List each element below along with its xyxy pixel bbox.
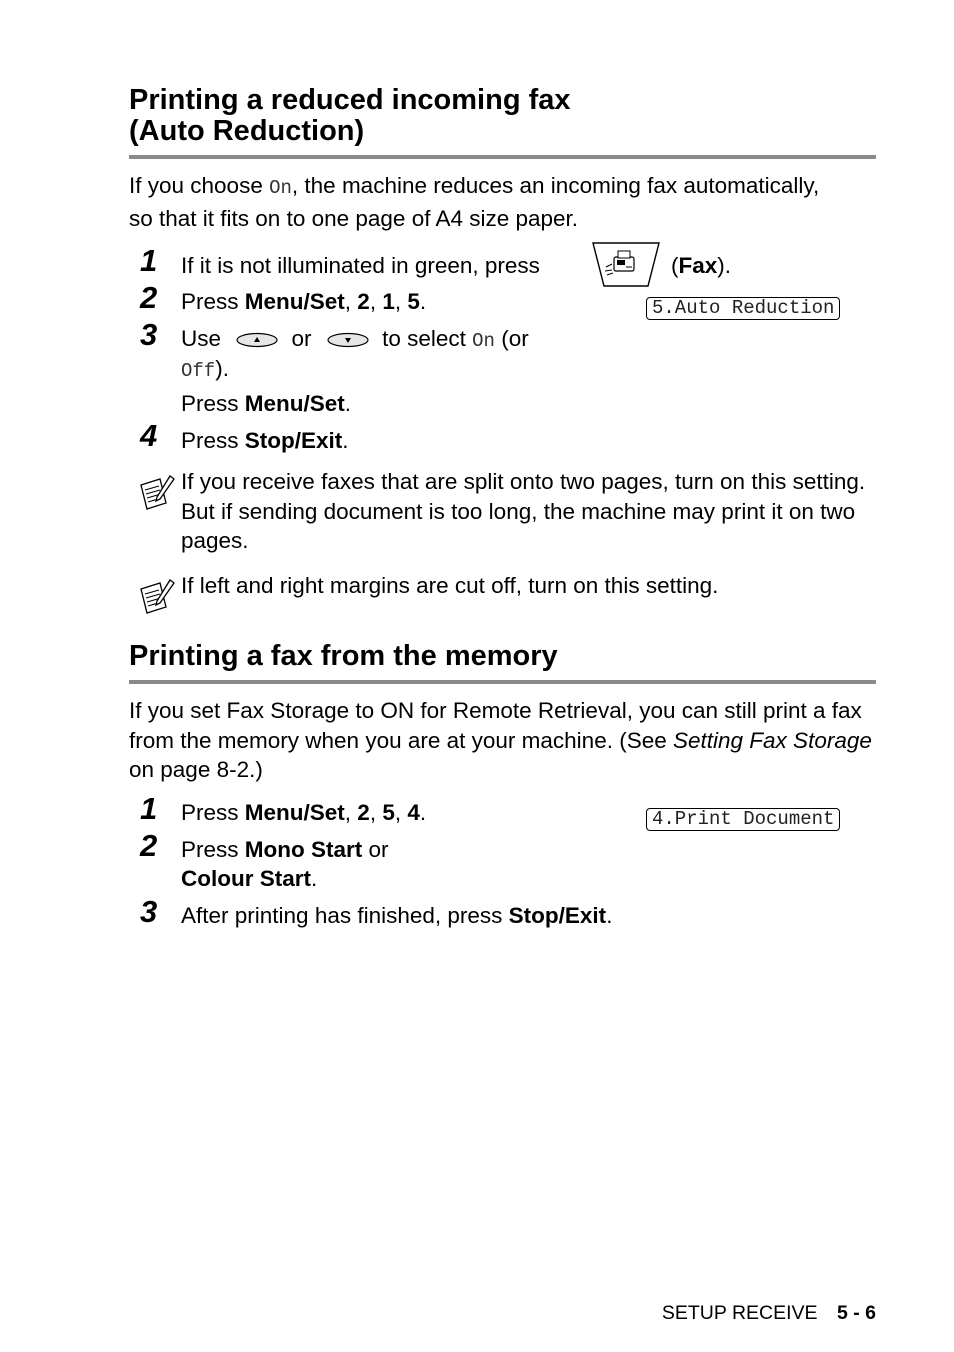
step-2-text-cont: Colour Start. — [181, 866, 318, 891]
fax-button-icon — [590, 240, 662, 289]
step-number: 3 — [140, 894, 158, 929]
step-number: 3 — [140, 317, 158, 352]
note-pencil-icon — [136, 577, 176, 617]
lcd-display: 4.Print Document — [646, 808, 840, 831]
section-title-print-memory: Printing a fax from the memory — [129, 640, 558, 672]
step-number: 2 — [140, 828, 158, 863]
step-3-text: Use or to select On (or — [181, 326, 529, 352]
page-footer — [662, 1302, 876, 1324]
footer-section: SETUP RECEIVE — [661, 1302, 818, 1324]
step-3-text: After printing has finished, press Stop/Exit. — [181, 903, 613, 928]
title-line-1: Printing a reduced incoming fax — [129, 84, 571, 116]
intro-paragraph: If you choose On, the machine reduces an incoming fax automatically, so that it fits on to one page of A4 size paper. — [129, 173, 820, 231]
page-number: 5 - 6 — [836, 1302, 876, 1324]
step-1-text: Press Menu/Set, 2, 5, 4. — [181, 800, 427, 825]
lcd-display: 5.Auto Reduction — [646, 297, 840, 320]
section-rule — [129, 680, 876, 684]
note-1: If you receive faxes that are split onto two pages, turn on this setting. But if sending document is too long, the machine may print it on two pages. — [181, 469, 866, 553]
step-3-text-cont: Off). — [181, 356, 229, 382]
step-number: 1 — [140, 243, 158, 278]
note-pencil-icon — [136, 473, 176, 513]
step-number: 4 — [140, 418, 158, 453]
step-number: 2 — [140, 280, 158, 315]
section-title-auto-reduction — [129, 85, 571, 147]
code-on: On — [269, 177, 292, 199]
intro-paragraph-2: If you set Fax Storage to ON for Remote Retrieval, you can still print a fax from the memory when you are at your machine. (See Setting Fax Storage on page 8-2.) — [129, 698, 872, 782]
note-2: If left and right margins are cut off, turn on this setting. — [181, 573, 719, 598]
step-2-text: Press Mono Start or — [181, 837, 389, 862]
title-line-2: (Auto Reduction) — [129, 115, 365, 147]
fax-key-label: (Fax). — [671, 253, 732, 278]
section-rule — [129, 155, 876, 159]
step-2-text: Press Menu/Set, 2, 1, 5. — [181, 289, 427, 314]
step-4-text: Press Stop/Exit. — [181, 428, 349, 453]
down-arrow-button-icon — [326, 332, 370, 348]
step-1-text: If it is not illuminated in green, press — [181, 253, 540, 278]
step-number: 1 — [140, 791, 158, 826]
cross-reference: Setting Fax Storage — [673, 727, 872, 753]
up-arrow-button-icon — [235, 332, 279, 348]
step-3-press: Press Menu/Set. — [181, 391, 352, 416]
